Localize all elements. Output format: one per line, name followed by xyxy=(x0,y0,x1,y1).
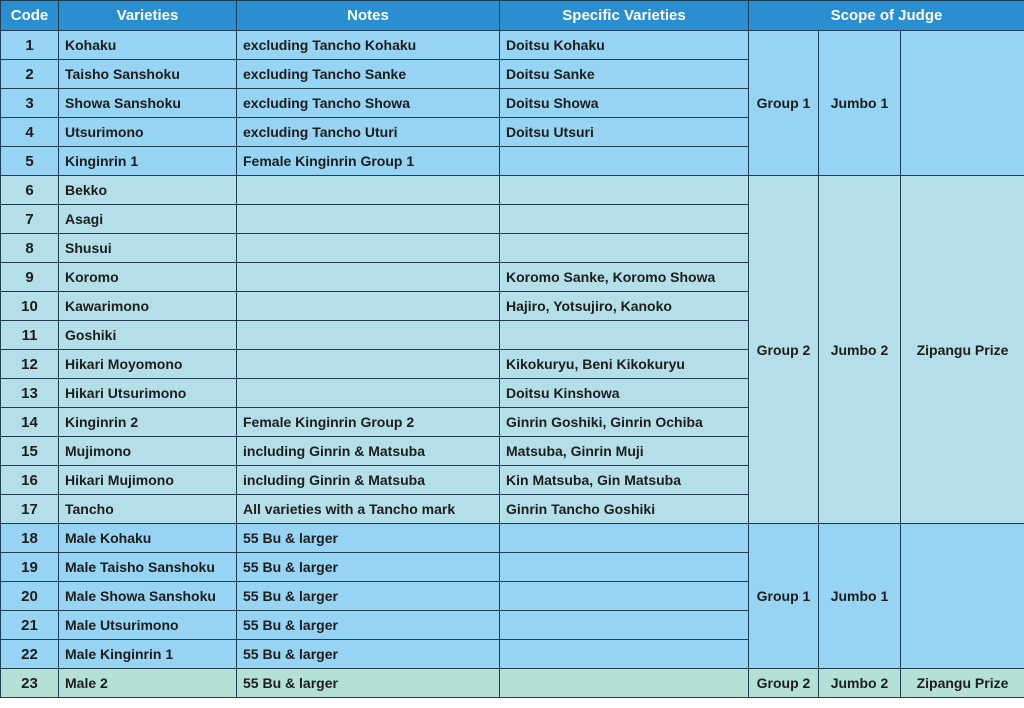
scope-group-cell: Group 1 xyxy=(749,31,819,176)
specific-cell xyxy=(500,321,749,350)
variety-cell: Mujimono xyxy=(59,437,237,466)
notes-cell xyxy=(237,263,500,292)
notes-cell: excluding Tancho Kohaku xyxy=(237,31,500,60)
code-cell: 14 xyxy=(1,408,59,437)
variety-cell: Male Taisho Sanshoku xyxy=(59,553,237,582)
specific-cell: Doitsu Utsuri xyxy=(500,118,749,147)
notes-cell: Female Kinginrin Group 2 xyxy=(237,408,500,437)
specific-cell: Kin Matsuba, Gin Matsuba xyxy=(500,466,749,495)
scope-prize-cell xyxy=(901,31,1024,176)
code-cell: 7 xyxy=(1,205,59,234)
code-cell: 3 xyxy=(1,89,59,118)
variety-cell: Koromo xyxy=(59,263,237,292)
variety-cell: Kinginrin 1 xyxy=(59,147,237,176)
specific-cell xyxy=(500,176,749,205)
notes-cell: 55 Bu & larger xyxy=(237,582,500,611)
notes-cell xyxy=(237,350,500,379)
header-notes: Notes xyxy=(237,1,500,31)
specific-cell: Kikokuryu, Beni Kikokuryu xyxy=(500,350,749,379)
header-code: Code xyxy=(1,1,59,31)
table-row xyxy=(1,31,1024,60)
specific-cell xyxy=(500,234,749,263)
notes-cell xyxy=(237,321,500,350)
scope-group-cell: Group 2 xyxy=(749,669,819,698)
notes-cell: Female Kinginrin Group 1 xyxy=(237,147,500,176)
notes-cell: excluding Tancho Uturi xyxy=(237,118,500,147)
code-cell: 10 xyxy=(1,292,59,321)
variety-cell: Kawarimono xyxy=(59,292,237,321)
variety-cell: Male Utsurimono xyxy=(59,611,237,640)
specific-cell: Doitsu Kohaku xyxy=(500,31,749,60)
notes-cell: 55 Bu & larger xyxy=(237,553,500,582)
variety-cell: Asagi xyxy=(59,205,237,234)
code-cell: 11 xyxy=(1,321,59,350)
notes-cell: including Ginrin & Matsuba xyxy=(237,437,500,466)
scope-prize-cell xyxy=(901,524,1024,669)
scope-jumbo-cell: Jumbo 2 xyxy=(819,669,901,698)
specific-cell xyxy=(500,669,749,698)
code-cell: 1 xyxy=(1,31,59,60)
specific-cell: Matsuba, Ginrin Muji xyxy=(500,437,749,466)
variety-cell: Kohaku xyxy=(59,31,237,60)
specific-cell: Ginrin Tancho Goshiki xyxy=(500,495,749,524)
variety-cell: Male 2 xyxy=(59,669,237,698)
code-cell: 4 xyxy=(1,118,59,147)
specific-cell xyxy=(500,611,749,640)
code-cell: 19 xyxy=(1,553,59,582)
code-cell: 16 xyxy=(1,466,59,495)
scope-jumbo-cell: Jumbo 1 xyxy=(819,31,901,176)
code-cell: 12 xyxy=(1,350,59,379)
code-cell: 21 xyxy=(1,611,59,640)
notes-cell xyxy=(237,379,500,408)
scope-jumbo-cell: Jumbo 1 xyxy=(819,524,901,669)
header-specific-varieties: Specific Varieties xyxy=(500,1,749,31)
notes-cell: including Ginrin & Matsuba xyxy=(237,466,500,495)
specific-cell: Koromo Sanke, Koromo Showa xyxy=(500,263,749,292)
variety-cell: Showa Sanshoku xyxy=(59,89,237,118)
specific-cell xyxy=(500,205,749,234)
header-row xyxy=(1,1,1024,31)
specific-cell: Doitsu Showa xyxy=(500,89,749,118)
specific-cell: Hajiro, Yotsujiro, Kanoko xyxy=(500,292,749,321)
specific-cell xyxy=(500,640,749,669)
variety-cell: Utsurimono xyxy=(59,118,237,147)
notes-cell xyxy=(237,205,500,234)
notes-cell: 55 Bu & larger xyxy=(237,669,500,698)
notes-cell: All varieties with a Tancho mark xyxy=(237,495,500,524)
notes-cell: 55 Bu & larger xyxy=(237,611,500,640)
table-row xyxy=(1,524,1024,553)
specific-cell: Doitsu Kinshowa xyxy=(500,379,749,408)
variety-cell: Taisho Sanshoku xyxy=(59,60,237,89)
scope-group-cell: Group 2 xyxy=(749,176,819,524)
variety-cell: Male Showa Sanshoku xyxy=(59,582,237,611)
header-varieties: Varieties xyxy=(59,1,237,31)
notes-cell: excluding Tancho Showa xyxy=(237,89,500,118)
notes-cell xyxy=(237,292,500,321)
variety-cell: Tancho xyxy=(59,495,237,524)
table-row xyxy=(1,176,1024,205)
scope-group-cell: Group 1 xyxy=(749,524,819,669)
scope-prize-cell: Zipangu Prize xyxy=(901,669,1024,698)
code-cell: 18 xyxy=(1,524,59,553)
variety-cell: Hikari Mujimono xyxy=(59,466,237,495)
code-cell: 2 xyxy=(1,60,59,89)
scope-prize-cell: Zipangu Prize xyxy=(901,176,1024,524)
notes-cell: 55 Bu & larger xyxy=(237,524,500,553)
variety-cell: Hikari Moyomono xyxy=(59,350,237,379)
specific-cell xyxy=(500,147,749,176)
code-cell: 6 xyxy=(1,176,59,205)
code-cell: 17 xyxy=(1,495,59,524)
code-cell: 5 xyxy=(1,147,59,176)
code-cell: 9 xyxy=(1,263,59,292)
notes-cell xyxy=(237,176,500,205)
variety-cell: Male Kinginrin 1 xyxy=(59,640,237,669)
code-cell: 22 xyxy=(1,640,59,669)
variety-cell: Hikari Utsurimono xyxy=(59,379,237,408)
variety-cell: Goshiki xyxy=(59,321,237,350)
specific-cell xyxy=(500,553,749,582)
specific-cell: Doitsu Sanke xyxy=(500,60,749,89)
variety-cell: Bekko xyxy=(59,176,237,205)
code-cell: 13 xyxy=(1,379,59,408)
notes-cell: 55 Bu & larger xyxy=(237,640,500,669)
variety-cell: Kinginrin 2 xyxy=(59,408,237,437)
scope-jumbo-cell: Jumbo 2 xyxy=(819,176,901,524)
variety-cell: Shusui xyxy=(59,234,237,263)
code-cell: 23 xyxy=(1,669,59,698)
notes-cell xyxy=(237,234,500,263)
variety-cell: Male Kohaku xyxy=(59,524,237,553)
specific-cell xyxy=(500,524,749,553)
notes-cell: excluding Tancho Sanke xyxy=(237,60,500,89)
header-scope-of-judge: Scope of Judge xyxy=(749,1,1024,31)
specific-cell xyxy=(500,582,749,611)
specific-cell: Ginrin Goshiki, Ginrin Ochiba xyxy=(500,408,749,437)
table-row xyxy=(1,669,1024,698)
code-cell: 8 xyxy=(1,234,59,263)
code-cell: 15 xyxy=(1,437,59,466)
code-cell: 20 xyxy=(1,582,59,611)
